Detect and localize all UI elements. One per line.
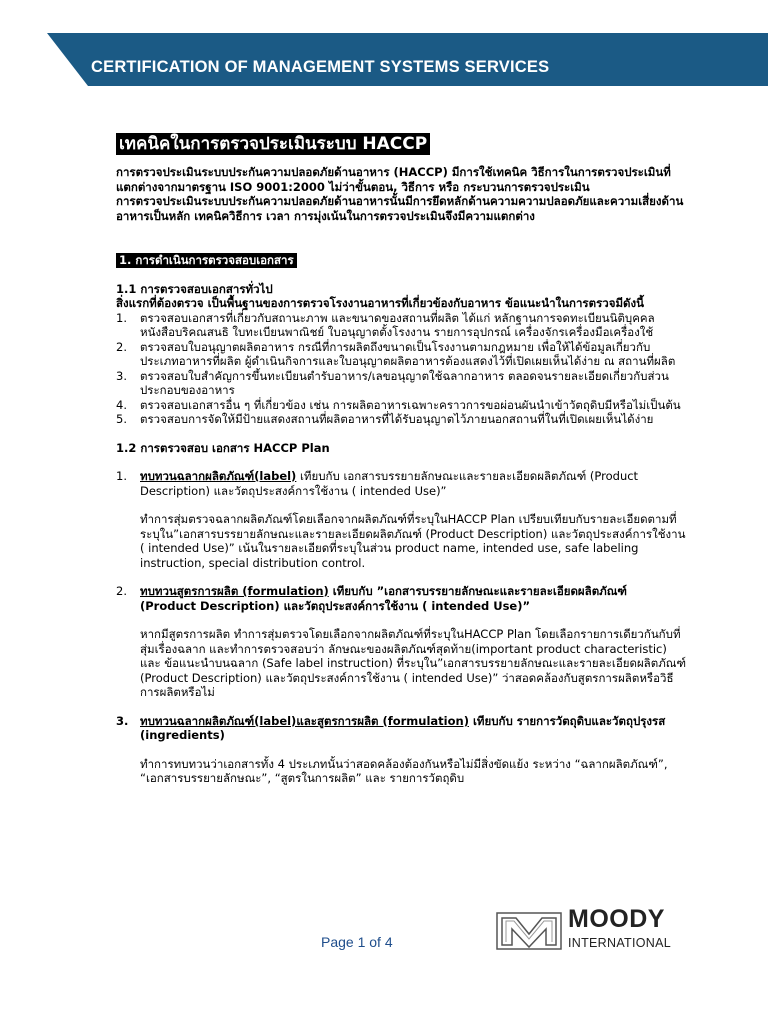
- list-number: 3.: [116, 713, 129, 728]
- list-text: ตรวจสอบการจัดให้มีป้ายแสดงสถานที่ผลิตอาหารที่ได้รับอนุญาตไว้ภายนอกสถานที่ในที่เปิดเผยเห็นได้ง่าย: [140, 412, 654, 426]
- subsection-1-1-heading: 1.1 การตรวจสอบเอกสารทั่วไป: [116, 281, 273, 296]
- banner-title: CERTIFICATION OF MANAGEMENT SYSTEMS SERVICES: [91, 58, 550, 76]
- page-title: เทคนิคในการตรวจประเมินระบบ HACCP: [116, 133, 430, 155]
- intro-paragraph-2: การตรวจประเมินระบบประกันความปลอดภัยด้านอาหารนั้นมีการยึดหลักด้านความความปลอดภัยและความเสี่ยงด้านอาหารเป็นหลัก เทคนิควิธีการ เวลา การมุ่งเน้นในการตรวจประเมินจึงมีความแตกต่าง: [116, 194, 684, 223]
- subsection-1-1-lead: สิ่งแรกที่ต้องตรวจ เป็นพื้นฐานของการตรวจโรงงานอาหารที่เกี่ยวข้องกับอาหาร ข้อแนะนำในการตรวจมีดังนี้: [116, 296, 644, 310]
- page-number: Page 1 of 4: [321, 934, 393, 950]
- list-number: 2.: [116, 584, 127, 598]
- list-number: 3.: [116, 368, 127, 383]
- section-heading: 1. การดำเนินการตรวจสอบเอกสาร: [116, 253, 297, 268]
- header-banner: [0, 0, 768, 86]
- list-item: [116, 700, 686, 786]
- intro-paragraph-1: การตรวจประเมินระบบประกันความปลอดภัยด้านอาหาร (HACCP) มีการใช้เทคนิค วิธีการในการตรวจประเมินที่แตกต่างจากมาตรฐาน ISO 9001:2000 ไม่ว่าขั้นตอน, วิธีการ หรือ กระบวนการตรวจประเมิน: [116, 165, 671, 194]
- list-item: [116, 570, 686, 700]
- list-item: [116, 340, 686, 369]
- list-text: ตรวจสอบเอกสารอื่น ๆ ที่เกี่ยวข้อง เช่น การผลิตอาหารเฉพาะคราวการขอผ่อนผันนำเข้าวัตถุดิบมีหรือไม่เป็นต้น: [140, 397, 681, 412]
- list-number: 4.: [116, 397, 127, 412]
- list-text: ตรวจสอบใบสำคัญการขึ้นทะเบียนตำรับอาหาร/เลขอนุญาตใช้ฉลากอาหาร ตลอดจนรายละเอียดเกี่ยวกับส่วนประกอบของอาหาร: [140, 368, 669, 397]
- list-item: [116, 398, 686, 413]
- list-item: [116, 311, 686, 340]
- list-item: [116, 455, 686, 570]
- item-title-underlined: ทบทวนสูตรการผลิต (formulation): [140, 584, 329, 598]
- item-title-rest: เทียบกับ รายการวัตถุดิบและวัตถุปรุงรส (ingredients): [140, 713, 666, 742]
- list-number: 1.: [116, 310, 127, 325]
- haccp-plan-list: [116, 455, 686, 786]
- list-item: [116, 369, 686, 398]
- item-title-rest: เทียบกับ เอกสารบรรยายลักษณะและรายละเอียดผลิตภัณฑ์ (Product Description) และวัตถุประสงค์การใช้งาน ( intended Use)”: [140, 469, 639, 498]
- logo-subtitle: INTERNATIONAL: [568, 936, 671, 950]
- item-body: ทำการสุ่มตรวจฉลากผลิตภัณฑ์โดยเลือกจากผลิตภัณฑ์ที่ระบุในHACCP Plan เปรียบเทียบกับรายละเอียดตามที่ระบุใน”เอกสารบรรยายลักษณะและรายละเอียดผลิตภัณฑ์ (Product Description) และวัตถุประสงค์การใช้งาน ( intended Use)” เน้นในรายละเอียดที่ระบุในส่วน product name, intended use, safe labeling instruction, special distribution control.: [140, 512, 686, 570]
- item-title-underlined: ทบทวนฉลากผลิตภัณฑ์(label): [140, 469, 297, 483]
- item-title-rest: เทียบกับ ”เอกสารบรรยายลักษณะและรายละเอียดผลิตภัณฑ์ (Product Description) และวัตถุประสงค์การใช้งาน ( intended Use)”: [140, 584, 627, 613]
- item-body: ทำการทบทวนว่าเอกสารทั้ง 4 ประเภทนั้นว่าสอดคล้องต้องกันหรือไม่มีสิ่งขัดแย้ง ระหว่าง “ฉลากผลิตภัณฑ์”, “เอกสารบรรยายลักษณะ”, “สูตรในการผลิต” และ รายการวัตถุดิบ: [140, 756, 668, 785]
- list-text: ตรวจสอบใบอนุญาตผลิตอาหาร กรณีที่การผลิตถึงขนาดเป็นโรงงานตามกฎหมาย เพื่อให้ได้ข้อมูลเกี่ยวกับประเภทอาหารที่ผลิต ผู้ดำเนินกิจการและใบอนุญาตผลิตอาหารต้องแสดงไว้ที่เปิดเผยเห็นได้ง่าย ณ สถานที่ผลิต: [140, 339, 676, 368]
- item-body: หากมีสูตรการผลิต ทำการสุ่มตรวจโดยเลือกจากผลิตภัณฑ์ที่ระบุในHACCP Plan โดยเลือกรายการเดียวกันกับที่สุ่มเรื่องฉลาก และทำการตรวจสอบว่า ลักษณะของผลิตภัณฑ์สุดท้าย(important product characteristic) และ ข้อแนะนำบนฉลาก (Safe label instruction) ที่ระบุใน”เอกสารบรรยายลักษณะและรายละเอียดผลิตภัณฑ์ (Product Description) และวัตถุประสงค์การใช้งาน ( intended Use)” ว่าสอดคล้องกับสูตรการผลิตหรือวิธีการผลิตหรือไม่: [140, 627, 686, 699]
- list-number: 5.: [116, 412, 127, 426]
- document-body: [116, 133, 686, 786]
- logo-wordmark: MOODY: [568, 905, 665, 933]
- list-number: 1.: [116, 469, 127, 483]
- item-title-underlined: ทบทวนฉลากผลิตภัณฑ์(label)และสูตรการผลิต (formulation): [140, 713, 469, 728]
- moody-logo: [496, 905, 696, 952]
- list-item: [116, 412, 686, 427]
- general-documents-list: [116, 311, 686, 427]
- moody-emblem-icon: [496, 912, 562, 950]
- list-text: ตรวจสอบเอกสารที่เกี่ยวกับสถานะภาพ และขนาดของสถานที่ผลิต ได้แก่ หลักฐานการจดทะเบียนนิติบุคคล หนังสือบริคณสนธิ ใบทะเบียนพาณิชย์ ใบอนุญาตตั้งโรงงาน รายการอุปกรณ์ เครื่องจักรเครื่องมือเครื่องใช้: [140, 310, 655, 339]
- subsection-1-2-heading: 1.2 การตรวจสอบ เอกสาร HACCP Plan: [116, 440, 330, 455]
- list-number: 2.: [116, 339, 127, 354]
